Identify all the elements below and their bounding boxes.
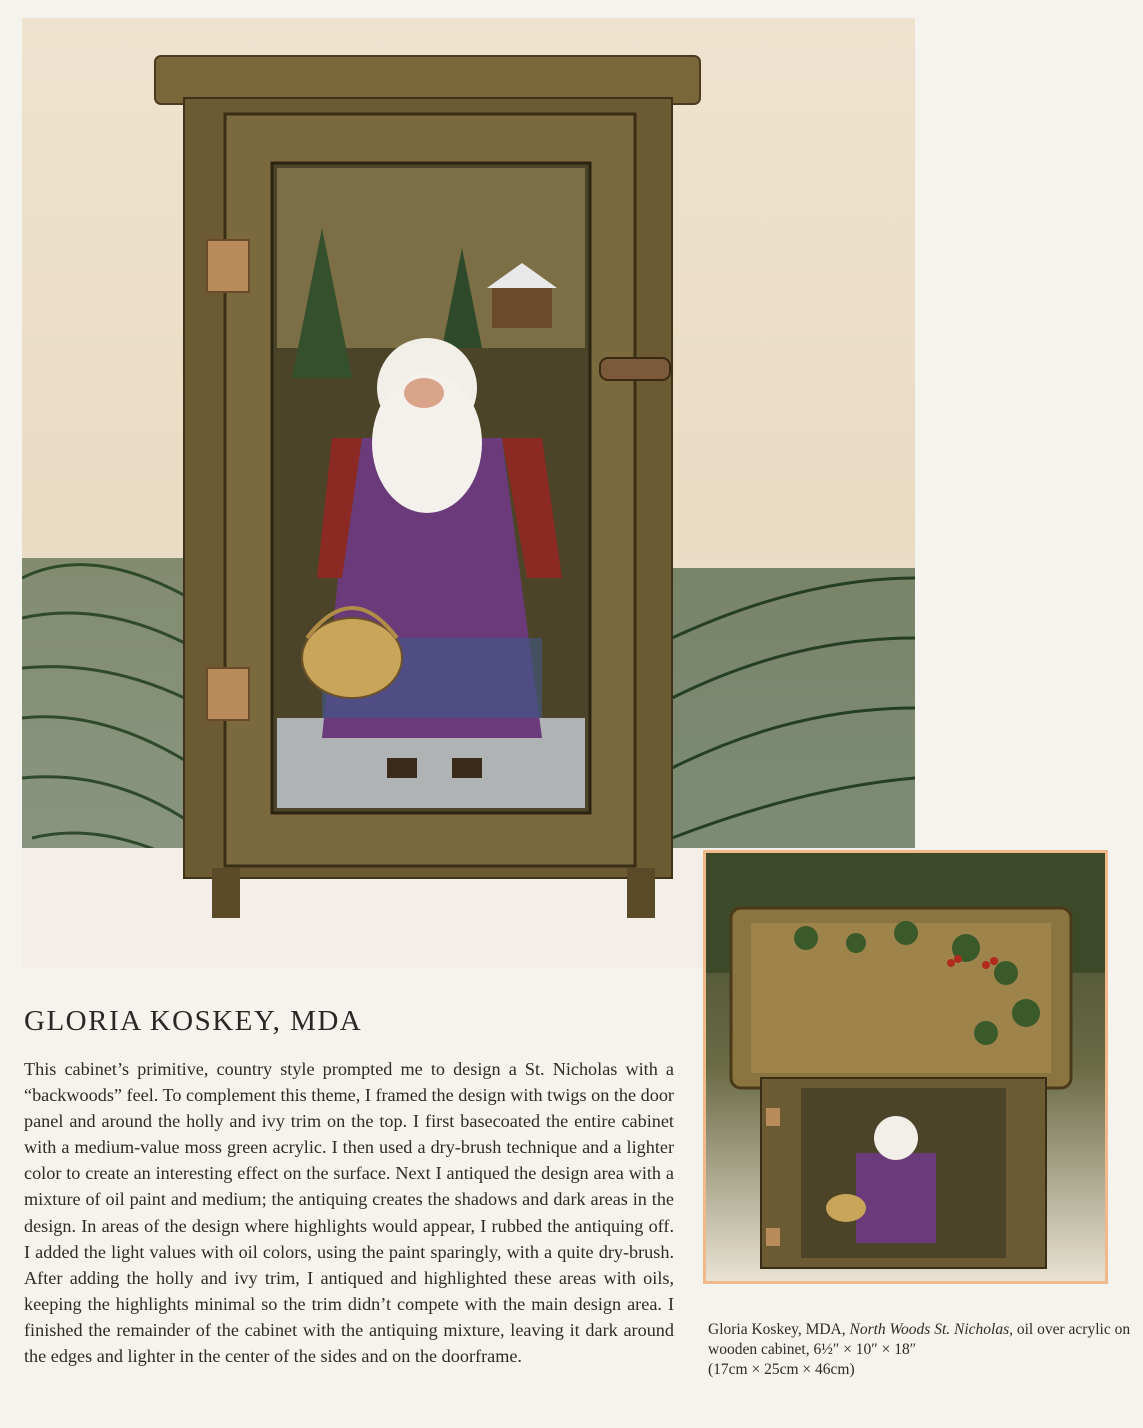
bottom-hinge — [207, 668, 249, 720]
artist-heading: GLORIA KOSKEY, MDA — [24, 1005, 363, 1037]
main-photo — [22, 18, 915, 968]
cabinet-leg-right — [627, 868, 655, 918]
inset-cabinet-illustration — [706, 853, 1105, 1281]
top-hinge — [207, 240, 249, 292]
inset-photo — [703, 850, 1108, 1284]
caption-artist: Gloria Koskey, MDA, — [708, 1321, 846, 1338]
cabinet-illustration — [22, 18, 915, 968]
caption-metric: (17cm × 25cm × 46cm) — [708, 1361, 855, 1378]
cabinet-top — [155, 56, 700, 104]
article-body: This cabinet’s primitive, country style prompted me to design a St. Nicholas with a “backwoods” feel. To complement this theme, I framed the design with twigs on the door panel and around the holly and ivy trim on the top. I first basecoated the entire cabinet with a medium-value moss green acrylic. I then used a dry-brush technique and a lighter color to create an interesting effect on the surface. Next I antiqued the design area with a mixture of oil paint and medium; the antiquing creates the shadows and dark areas in the design. In areas of the design where highlights would appear, I rubbed the antiquing off. I added the light values with oil colors, using the paint sparingly, with a quite dry-brush. After adding the holly and ivy trim, I antiqued and highlighted these areas with oils, keeping the highlights minimal so the trim didn’t compete with the main design area. I finished the remainder of the cabinet with the antiquing mixture, leaving it dark around the edges and lighter in the center of the sides and on the doorframe. — [24, 1059, 674, 1367]
cabinet-leg-left — [212, 868, 240, 918]
image-caption — [708, 1320, 1138, 1380]
caption-details: oil over acrylic on wooden cabinet, 6½″ × 10″ × 18″ — [708, 1321, 1131, 1358]
caption-title: North Woods St. Nicholas, — [849, 1321, 1013, 1338]
door-latch — [600, 358, 670, 380]
